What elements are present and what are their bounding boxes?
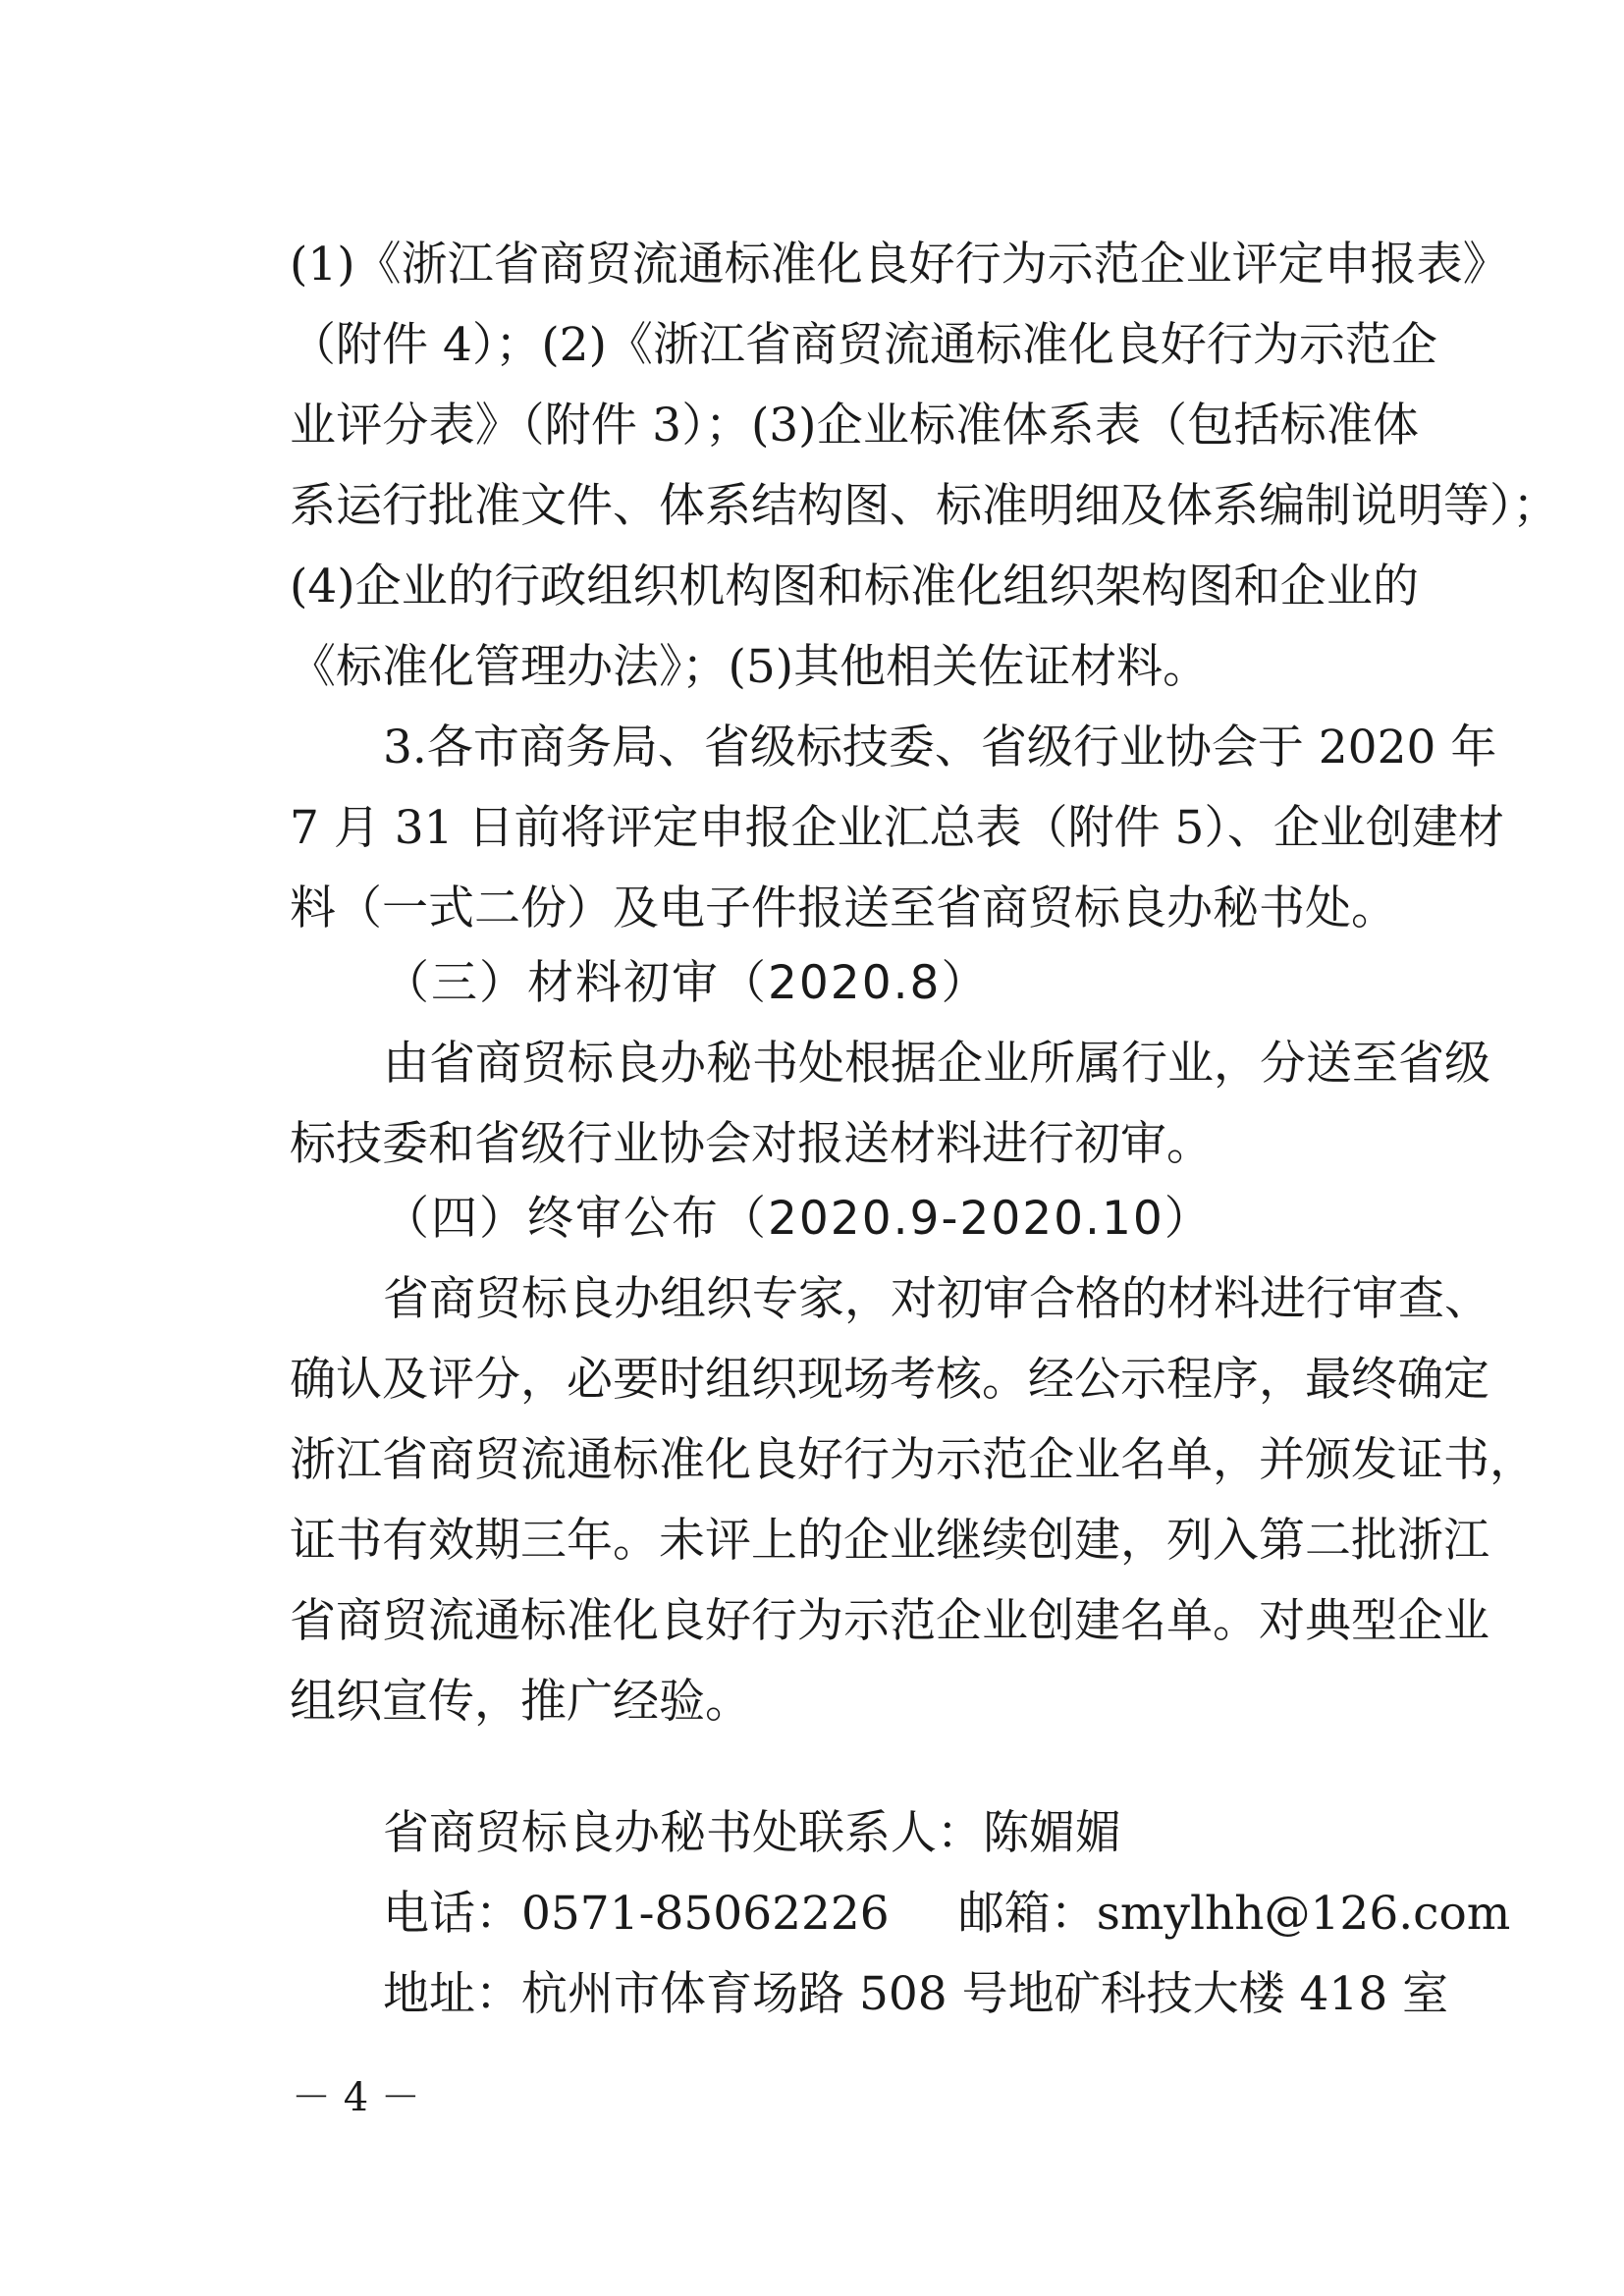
contact-phone-email (383, 1877, 1510, 1943)
body-line-18: 省商贸流通标准化良好行为示范企业创建名单。对典型企业 (290, 1594, 1489, 1648)
section-heading-4: （四）终审公布（2020.9-2020.10） (383, 1192, 1213, 1246)
body-line-8: 7 月 31 日前将评定申报企业汇总表（附件 5）、企业创建材 (290, 801, 1504, 855)
body-line-11: 由省商贸标良办秘书处根据企业所属行业，分送至省级 (383, 1037, 1490, 1091)
contact-person: 省商贸标良办秘书处联系人：陈媚媚 (383, 1806, 1121, 1860)
body-line-1: (1)《浙江省商贸流通标准化良好行为示范企业评定申报表》 (290, 238, 1509, 292)
body-line-3: 业评分表》（附件 3）；(3)企业标准体系表（包括标准体 (290, 399, 1419, 453)
body-line-16: 浙江省商贸流通标准化良好行为示范企业名单，并颁发证书， (290, 1433, 1536, 1487)
contact-email: 邮箱：smylhh@126.com (957, 1887, 1511, 1941)
body-line-15: 确认及评分，必要时组织现场考核。经公示程序，最终确定 (290, 1353, 1489, 1407)
body-line-9: 料（一式二份）及电子件报送至省商贸标良办秘书处。 (290, 881, 1397, 935)
body-line-5: (4)企业的行政组织机构图和标准化组织架构图和企业的 (290, 560, 1419, 614)
body-line-19: 组织宣传，推广经验。 (290, 1675, 751, 1729)
page-number: － 4 － (292, 2075, 420, 2120)
body-line-7: 3.各市商务局、省级标技委、省级行业协会于 2020 年 (383, 721, 1497, 774)
body-line-6: 《标准化管理办法》；(5)其他相关佐证材料。 (290, 640, 1210, 694)
body-line-12: 标技委和省级行业协会对报送材料进行初审。 (290, 1117, 1213, 1171)
body-line-17: 证书有效期三年。未评上的企业继续创建，列入第二批浙江 (290, 1514, 1489, 1568)
body-line-4: 系运行批准文件、体系结构图、标准明细及体系编制说明等）； (290, 479, 1559, 533)
section-heading-3: （三）材料初审（2020.8） (383, 956, 990, 1010)
contact-phone: 电话：0571-85062226 (383, 1887, 890, 1941)
body-line-14: 省商贸标良办组织专家，对初审合格的材料进行审查、 (383, 1272, 1490, 1326)
contact-address: 地址：杭州市体育场路 508 号地矿科技大楼 418 室 (383, 1967, 1449, 2021)
body-line-2: （附件 4）；(2)《浙江省商贸流通标准化良好行为示范企 (290, 318, 1437, 372)
